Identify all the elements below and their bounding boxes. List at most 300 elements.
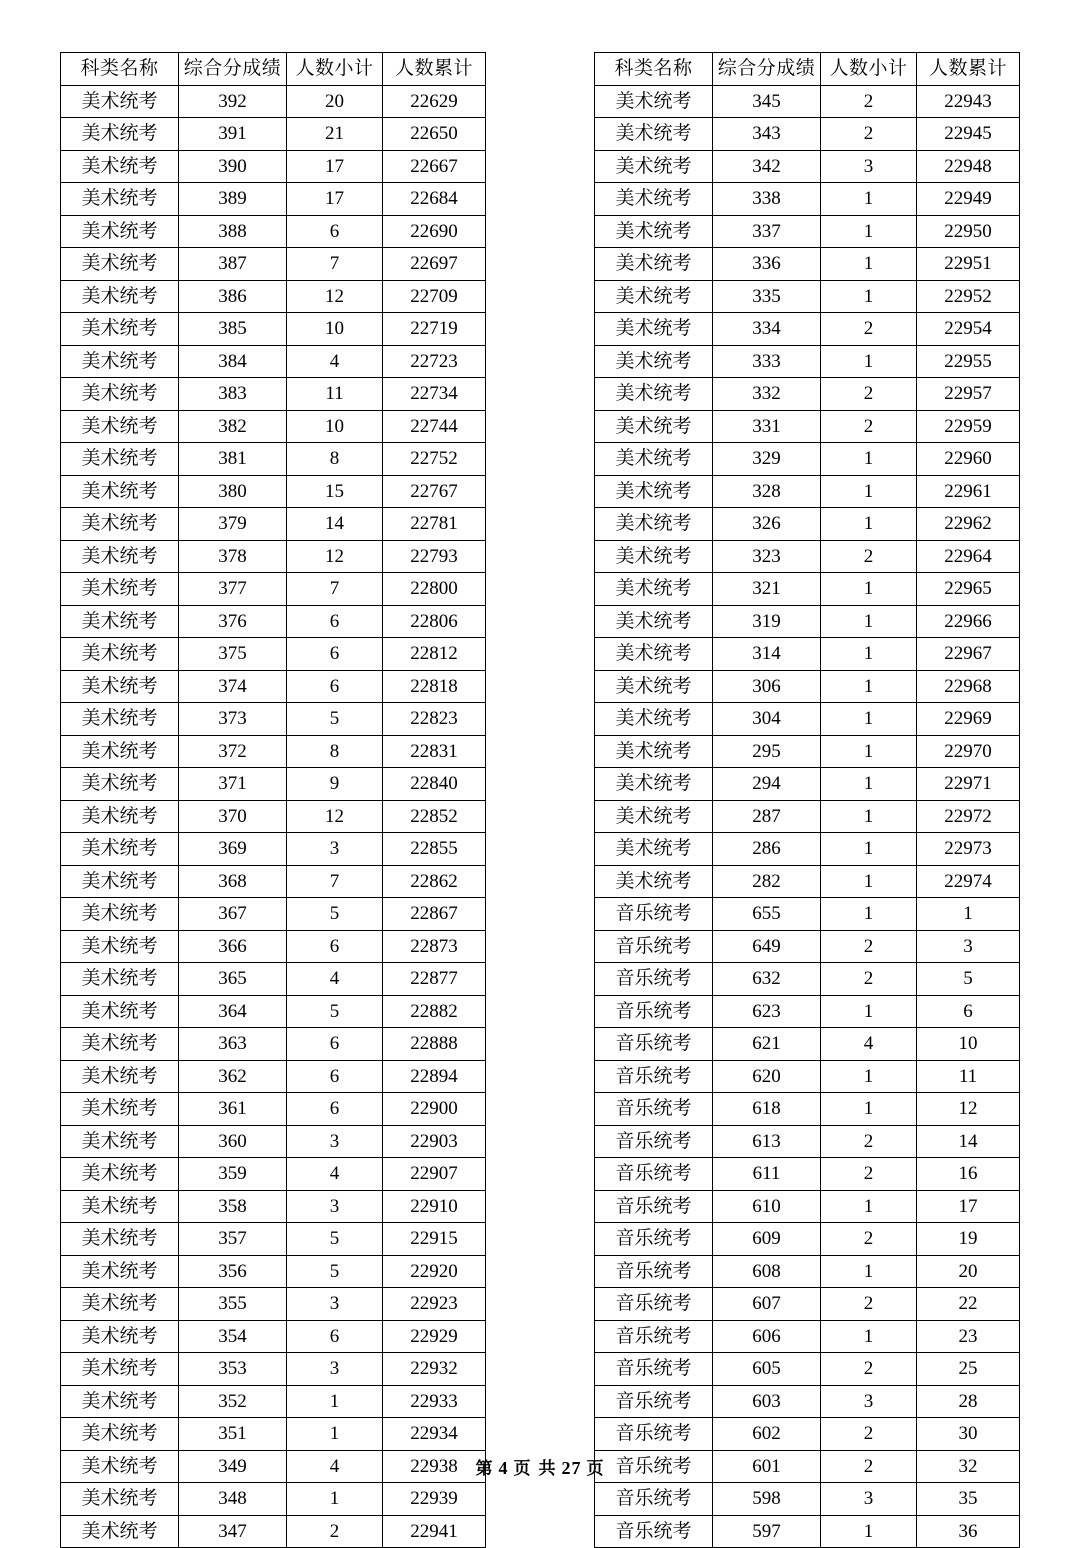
cell-subject: 美术统考 (61, 248, 179, 281)
cell-score: 294 (713, 768, 821, 801)
cell-cumulative: 22781 (383, 508, 486, 541)
cell-subject: 美术统考 (595, 833, 713, 866)
cell-subtotal: 6 (287, 1028, 383, 1061)
cell-subtotal: 6 (287, 930, 383, 963)
cell-score: 326 (713, 508, 821, 541)
cell-subtotal: 9 (287, 768, 383, 801)
cell-cumulative: 22939 (383, 1483, 486, 1516)
cell-score: 611 (713, 1158, 821, 1191)
table-row (61, 1223, 486, 1256)
cell-subject: 音乐统考 (595, 1353, 713, 1386)
cell-cumulative: 17 (917, 1190, 1020, 1223)
cell-score: 364 (179, 995, 287, 1028)
cell-subject: 美术统考 (61, 183, 179, 216)
cell-score: 378 (179, 540, 287, 573)
cell-subject: 美术统考 (61, 605, 179, 638)
cell-cumulative: 22962 (917, 508, 1020, 541)
cell-subject: 音乐统考 (595, 898, 713, 931)
cell-cumulative: 28 (917, 1385, 1020, 1418)
cell-subject: 音乐统考 (595, 963, 713, 996)
cell-cumulative: 22767 (383, 475, 486, 508)
cell-subtotal: 1 (821, 768, 917, 801)
tables-container (60, 52, 1020, 1548)
cell-subtotal: 1 (821, 475, 917, 508)
cell-subtotal: 1 (287, 1418, 383, 1451)
cell-score: 319 (713, 605, 821, 638)
cell-score: 621 (713, 1028, 821, 1061)
cell-subject: 美术统考 (595, 85, 713, 118)
cell-score: 359 (179, 1158, 287, 1191)
cell-subtotal: 5 (287, 995, 383, 1028)
cell-subtotal: 4 (287, 963, 383, 996)
cell-subtotal: 3 (287, 833, 383, 866)
table-row (61, 183, 486, 216)
table-header-row (61, 53, 486, 86)
cell-score: 613 (713, 1125, 821, 1158)
score-table-left (60, 52, 486, 1548)
cell-score: 362 (179, 1060, 287, 1093)
cell-subject: 音乐统考 (595, 1255, 713, 1288)
cell-cumulative: 22690 (383, 215, 486, 248)
cell-subtotal: 20 (287, 85, 383, 118)
table-row (61, 508, 486, 541)
table-row (595, 183, 1020, 216)
cell-subject: 美术统考 (61, 800, 179, 833)
cell-subtotal: 5 (287, 703, 383, 736)
table-row (595, 898, 1020, 931)
cell-score: 337 (713, 215, 821, 248)
cell-cumulative: 22943 (917, 85, 1020, 118)
cell-subject: 美术统考 (61, 280, 179, 313)
cell-cumulative: 22831 (383, 735, 486, 768)
table-row (61, 1125, 486, 1158)
cell-cumulative: 22667 (383, 150, 486, 183)
cell-score: 353 (179, 1353, 287, 1386)
table-row (595, 1288, 1020, 1321)
cell-subject: 美术统考 (61, 995, 179, 1028)
cell-cumulative: 22938 (383, 1450, 486, 1483)
cell-subtotal: 1 (821, 1060, 917, 1093)
cell-subtotal: 1 (821, 1320, 917, 1353)
cell-subtotal: 7 (287, 573, 383, 606)
table-row (595, 118, 1020, 151)
cell-subject: 美术统考 (595, 248, 713, 281)
cell-subject: 美术统考 (595, 345, 713, 378)
cell-score: 387 (179, 248, 287, 281)
cell-subject: 美术统考 (61, 1418, 179, 1451)
cell-subtotal: 8 (287, 443, 383, 476)
column-header-subtotal: 人数小计 (821, 53, 917, 86)
table-row (61, 833, 486, 866)
cell-subject: 美术统考 (595, 865, 713, 898)
cell-cumulative: 22948 (917, 150, 1020, 183)
cell-score: 314 (713, 638, 821, 671)
table-row (595, 638, 1020, 671)
cell-cumulative: 22955 (917, 345, 1020, 378)
cell-subtotal: 7 (287, 248, 383, 281)
cell-score: 655 (713, 898, 821, 931)
table-row (61, 670, 486, 703)
cell-subject: 音乐统考 (595, 1158, 713, 1191)
cell-subtotal: 2 (287, 1515, 383, 1548)
cell-subject: 音乐统考 (595, 1450, 713, 1483)
cell-score: 598 (713, 1483, 821, 1516)
table-row (595, 248, 1020, 281)
cell-score: 338 (713, 183, 821, 216)
table-row (61, 150, 486, 183)
cell-cumulative: 22862 (383, 865, 486, 898)
cell-subject: 美术统考 (595, 215, 713, 248)
column-header-cumulative: 人数累计 (917, 53, 1020, 86)
cell-subtotal: 1 (821, 638, 917, 671)
cell-score: 287 (713, 800, 821, 833)
cell-score: 328 (713, 475, 821, 508)
cell-subject: 美术统考 (595, 605, 713, 638)
table-row (61, 1093, 486, 1126)
cell-score: 610 (713, 1190, 821, 1223)
cell-subject: 美术统考 (61, 1288, 179, 1321)
cell-cumulative: 22971 (917, 768, 1020, 801)
cell-cumulative: 5 (917, 963, 1020, 996)
cell-score: 365 (179, 963, 287, 996)
cell-subtotal: 11 (287, 378, 383, 411)
table-row (61, 768, 486, 801)
cell-score: 347 (179, 1515, 287, 1548)
cell-score: 388 (179, 215, 287, 248)
cell-subtotal: 2 (821, 85, 917, 118)
cell-score: 345 (713, 85, 821, 118)
cell-subject: 美术统考 (61, 443, 179, 476)
cell-subject: 美术统考 (61, 1255, 179, 1288)
cell-cumulative: 22920 (383, 1255, 486, 1288)
table-row (61, 475, 486, 508)
cell-subject: 美术统考 (595, 443, 713, 476)
cell-subtotal: 3 (287, 1125, 383, 1158)
cell-score: 606 (713, 1320, 821, 1353)
cell-cumulative: 22923 (383, 1288, 486, 1321)
cell-score: 391 (179, 118, 287, 151)
cell-cumulative: 22697 (383, 248, 486, 281)
cell-subtotal: 1 (821, 605, 917, 638)
table-row (61, 573, 486, 606)
cell-subtotal: 12 (287, 280, 383, 313)
cell-subtotal: 3 (821, 1385, 917, 1418)
cell-cumulative: 22965 (917, 573, 1020, 606)
cell-subtotal: 2 (821, 540, 917, 573)
cell-cumulative: 22793 (383, 540, 486, 573)
cell-score: 390 (179, 150, 287, 183)
cell-subtotal: 1 (821, 248, 917, 281)
cell-subject: 美术统考 (61, 1158, 179, 1191)
cell-cumulative: 22684 (383, 183, 486, 216)
cell-subtotal: 10 (287, 313, 383, 346)
cell-score: 282 (713, 865, 821, 898)
cell-cumulative: 20 (917, 1255, 1020, 1288)
cell-subject: 美术统考 (61, 638, 179, 671)
table-row (61, 248, 486, 281)
column-header-score: 综合分成绩 (179, 53, 287, 86)
cell-subject: 美术统考 (595, 508, 713, 541)
cell-subject: 美术统考 (595, 638, 713, 671)
table-row (595, 1158, 1020, 1191)
cell-score: 392 (179, 85, 287, 118)
cell-cumulative: 36 (917, 1515, 1020, 1548)
cell-score: 370 (179, 800, 287, 833)
cell-subtotal: 17 (287, 150, 383, 183)
cell-score: 618 (713, 1093, 821, 1126)
cell-score: 381 (179, 443, 287, 476)
table-row (595, 443, 1020, 476)
cell-subtotal: 3 (287, 1288, 383, 1321)
table-row (595, 963, 1020, 996)
cell-subtotal: 6 (287, 605, 383, 638)
cell-subtotal: 4 (821, 1028, 917, 1061)
cell-subtotal: 2 (821, 1223, 917, 1256)
table-row (61, 1385, 486, 1418)
cell-score: 358 (179, 1190, 287, 1223)
cell-cumulative: 22723 (383, 345, 486, 378)
table-row (61, 605, 486, 638)
cell-subject: 美术统考 (61, 508, 179, 541)
table-row (595, 1190, 1020, 1223)
cell-subject: 音乐统考 (595, 1418, 713, 1451)
cell-subtotal: 2 (821, 410, 917, 443)
table-row (595, 475, 1020, 508)
table-row (595, 345, 1020, 378)
table-row (595, 150, 1020, 183)
cell-cumulative: 22915 (383, 1223, 486, 1256)
cell-subject: 音乐统考 (595, 1190, 713, 1223)
table-row (61, 963, 486, 996)
cell-subtotal: 1 (821, 1190, 917, 1223)
table-row (61, 735, 486, 768)
cell-score: 649 (713, 930, 821, 963)
cell-cumulative: 22960 (917, 443, 1020, 476)
cell-score: 382 (179, 410, 287, 443)
cell-cumulative: 22719 (383, 313, 486, 346)
cell-score: 380 (179, 475, 287, 508)
table-row (595, 1515, 1020, 1548)
cell-subtotal: 1 (821, 280, 917, 313)
cell-cumulative: 19 (917, 1223, 1020, 1256)
cell-subtotal: 1 (821, 865, 917, 898)
cell-cumulative: 12 (917, 1093, 1020, 1126)
cell-subject: 音乐统考 (595, 1223, 713, 1256)
cell-cumulative: 22894 (383, 1060, 486, 1093)
cell-cumulative: 22961 (917, 475, 1020, 508)
cell-subtotal: 1 (287, 1385, 383, 1418)
cell-subtotal: 2 (821, 1288, 917, 1321)
cell-subtotal: 1 (821, 573, 917, 606)
cell-subject: 美术统考 (61, 1060, 179, 1093)
cell-score: 607 (713, 1288, 821, 1321)
cell-score: 332 (713, 378, 821, 411)
table-row (61, 1288, 486, 1321)
cell-subtotal: 2 (821, 1125, 917, 1158)
cell-subtotal: 6 (287, 670, 383, 703)
cell-subtotal: 21 (287, 118, 383, 151)
cell-cumulative: 22812 (383, 638, 486, 671)
cell-subtotal: 7 (287, 865, 383, 898)
cell-cumulative: 22852 (383, 800, 486, 833)
cell-subject: 美术统考 (61, 1353, 179, 1386)
cell-subtotal: 3 (821, 1483, 917, 1516)
cell-cumulative: 22933 (383, 1385, 486, 1418)
cell-score: 385 (179, 313, 287, 346)
cell-cumulative: 22903 (383, 1125, 486, 1158)
cell-subject: 美术统考 (595, 540, 713, 573)
cell-score: 372 (179, 735, 287, 768)
cell-subtotal: 2 (821, 118, 917, 151)
table-row (595, 378, 1020, 411)
table-row (61, 1158, 486, 1191)
cell-cumulative: 22818 (383, 670, 486, 703)
cell-cumulative: 22968 (917, 670, 1020, 703)
page-footer (0, 1454, 1080, 1479)
cell-cumulative: 22650 (383, 118, 486, 151)
table-row (595, 670, 1020, 703)
cell-subject: 音乐统考 (595, 1385, 713, 1418)
cell-subtotal: 5 (287, 1255, 383, 1288)
cell-subject: 音乐统考 (595, 1515, 713, 1548)
cell-subject: 美术统考 (61, 410, 179, 443)
cell-cumulative: 22964 (917, 540, 1020, 573)
cell-score: 321 (713, 573, 821, 606)
cell-cumulative: 22882 (383, 995, 486, 1028)
cell-cumulative: 22910 (383, 1190, 486, 1223)
cell-subject: 美术统考 (595, 378, 713, 411)
cell-subject: 美术统考 (61, 1093, 179, 1126)
cell-subject: 音乐统考 (595, 1483, 713, 1516)
cell-subtotal: 2 (821, 963, 917, 996)
table-row (61, 1320, 486, 1353)
cell-cumulative: 22966 (917, 605, 1020, 638)
cell-score: 379 (179, 508, 287, 541)
cell-score: 331 (713, 410, 821, 443)
cell-score: 329 (713, 443, 821, 476)
cell-subject: 美术统考 (61, 1515, 179, 1548)
cell-score: 351 (179, 1418, 287, 1451)
table-row (595, 930, 1020, 963)
cell-subtotal: 1 (821, 1093, 917, 1126)
table-row (61, 540, 486, 573)
table-row (595, 1385, 1020, 1418)
cell-subject: 美术统考 (61, 735, 179, 768)
cell-subject: 美术统考 (61, 865, 179, 898)
table-row (595, 540, 1020, 573)
column-header-cumulative: 人数累计 (383, 53, 486, 86)
cell-subject: 美术统考 (61, 1385, 179, 1418)
cell-subject: 美术统考 (61, 345, 179, 378)
table-row (595, 1255, 1020, 1288)
cell-subtotal: 1 (821, 800, 917, 833)
cell-subject: 美术统考 (595, 313, 713, 346)
cell-subtotal: 4 (287, 1158, 383, 1191)
cell-cumulative: 35 (917, 1483, 1020, 1516)
cell-score: 603 (713, 1385, 821, 1418)
cell-subtotal: 3 (821, 150, 917, 183)
cell-subject: 美术统考 (61, 118, 179, 151)
cell-subject: 美术统考 (61, 540, 179, 573)
cell-subject: 美术统考 (61, 1125, 179, 1158)
cell-subtotal: 2 (821, 1450, 917, 1483)
cell-score: 367 (179, 898, 287, 931)
cell-subject: 美术统考 (595, 475, 713, 508)
table-row (61, 800, 486, 833)
cell-subtotal: 2 (821, 1158, 917, 1191)
cell-subtotal: 10 (287, 410, 383, 443)
column-header-subtotal: 人数小计 (287, 53, 383, 86)
table-row (595, 1060, 1020, 1093)
table-row (61, 1028, 486, 1061)
cell-subtotal: 2 (821, 1418, 917, 1451)
cell-score: 355 (179, 1288, 287, 1321)
score-table-right (594, 52, 1020, 1548)
cell-cumulative: 10 (917, 1028, 1020, 1061)
cell-subtotal: 15 (287, 475, 383, 508)
cell-cumulative: 22888 (383, 1028, 486, 1061)
cell-cumulative: 22974 (917, 865, 1020, 898)
cell-subject: 美术统考 (595, 735, 713, 768)
cell-score: 609 (713, 1223, 821, 1256)
cell-cumulative: 1 (917, 898, 1020, 931)
cell-cumulative: 22734 (383, 378, 486, 411)
cell-score: 360 (179, 1125, 287, 1158)
cell-cumulative: 22959 (917, 410, 1020, 443)
cell-subtotal: 6 (287, 215, 383, 248)
table-row (595, 215, 1020, 248)
cell-subject: 美术统考 (595, 410, 713, 443)
cell-score: 366 (179, 930, 287, 963)
cell-cumulative: 25 (917, 1353, 1020, 1386)
cell-score: 376 (179, 605, 287, 638)
table-row (595, 1028, 1020, 1061)
table-row (595, 865, 1020, 898)
cell-subtotal: 17 (287, 183, 383, 216)
cell-cumulative: 22945 (917, 118, 1020, 151)
table-row (61, 215, 486, 248)
cell-cumulative: 22873 (383, 930, 486, 963)
cell-subtotal: 2 (821, 378, 917, 411)
cell-subtotal: 1 (821, 345, 917, 378)
cell-score: 334 (713, 313, 821, 346)
table-row (595, 1353, 1020, 1386)
table-row (61, 1483, 486, 1516)
cell-cumulative: 22806 (383, 605, 486, 638)
cell-subtotal: 1 (821, 703, 917, 736)
cell-cumulative: 22907 (383, 1158, 486, 1191)
cell-subtotal: 1 (821, 898, 917, 931)
cell-score: 623 (713, 995, 821, 1028)
table-row (61, 345, 486, 378)
cell-subject: 美术统考 (595, 573, 713, 606)
table-row (595, 1093, 1020, 1126)
cell-cumulative: 22972 (917, 800, 1020, 833)
cell-subject: 美术统考 (61, 150, 179, 183)
table-row (61, 378, 486, 411)
cell-subject: 美术统考 (61, 313, 179, 346)
cell-cumulative: 22744 (383, 410, 486, 443)
table-row (595, 605, 1020, 638)
cell-cumulative: 22934 (383, 1418, 486, 1451)
cell-cumulative: 22629 (383, 85, 486, 118)
cell-subtotal: 1 (821, 508, 917, 541)
cell-subject: 美术统考 (61, 215, 179, 248)
cell-subtotal: 6 (287, 1060, 383, 1093)
cell-subject: 美术统考 (61, 833, 179, 866)
cell-subject: 美术统考 (595, 183, 713, 216)
cell-subtotal: 2 (821, 313, 917, 346)
